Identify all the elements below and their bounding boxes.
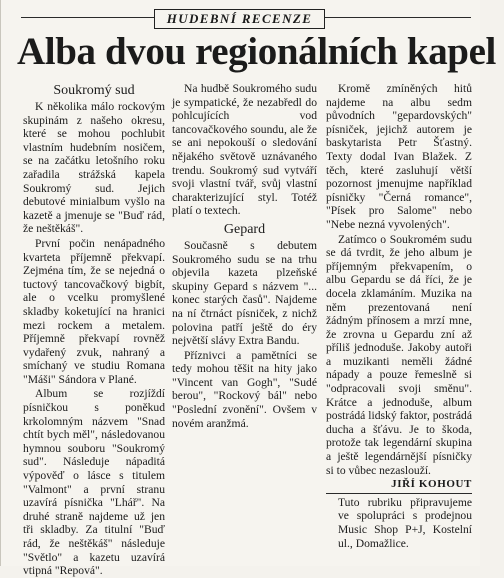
paragraph: K několika málo rockovým skupinám z našeho okresu, které se mohou pochlubit vlastním hudebním nosičem, se na začátku letošního roku zařadila strážská kapela Soukromý sud. Jejich debutové minialbum vyšlo na kazetě a jmenuje se "Buď rád, že neštěkáš".: [23, 100, 165, 236]
article-headline: Alba dvou regionálních kapel: [17, 30, 496, 73]
paragraph: První počin nenápadného kvarteta příjemně překvapí. Zejména tím, že se nejedná o tuctový tancovačkový bigbít, ale o vcelku promyšlené skladby koketující na hranici mezi rockem a metalem. Příjemně překvapí rovněž vydařený zvuk, nahraný a smíchaný ve studiu Romana "Máši" Sándora v Plané.: [23, 236, 165, 386]
paragraph: Album se rozjíždí písničkou s poněkud krkolomným názvem "Snad chtít bych měl", následovanou hymnou souboru "Soukromý sud". Následuje nápaditá výpověď o lásce s titulem "Valmont" a první stranu uzavírá písnička "Lhář". Na druhé straně najdeme už jen tři skladby. Za titulní "Buď rád, že neštěkáš" následuje "Světlo" a kazetu uzavírá vtipná "Repová".: [23, 387, 165, 578]
author-byline: JIŘÍ KOHOUT: [391, 478, 472, 491]
column-2: [172, 82, 317, 430]
paragraph: Zatímco o Soukromém sudu se dá tvrdit, že jeho album je příjemným překvapením, o albu Gepardu se dá říci, že je docela zklamáním. Muzika na něm prezentovaná není žádným přínosem a mrzí mne, že zrovna u Gepardu zní až příliš jednoduše. Jakoby autoři a muzikanti neměli žádné nápady a pouze řemeslně si "odpracovali svoji směnu". Krátce a jednoduše, album postrádá lidský faktor, postrádá ducha a šťávu. Je to škoda, protože tak legendární skupina a ještě legendárnější písničky si to vůbec nezaslouží.: [326, 232, 472, 477]
column-3: [326, 82, 472, 550]
column-1: [23, 82, 165, 578]
cropped-previous-text: [1, 0, 504, 8]
rubric-label: HUDEBNÍ RECENZE: [154, 9, 325, 29]
paragraph: Současně s debutem Soukromého sudu se na trhu objevila kazeta plzeňské skupiny Gepard s názvem "... konec starých časů". Najdeme na ní čtrnáct písniček, z nichž polovina patří ještě do éry největší slávy Extra Bandu.: [172, 238, 317, 348]
note-divider: [326, 493, 472, 494]
section-heading-gepard: Gepard: [223, 221, 266, 237]
sponsor-note: Tuto rubriku připravujeme ve spolupráci s prodejnou Music Shop P+J, Kostelní ul., Domažlice.: [338, 495, 472, 550]
paragraph: Na hudbě Soukromého sudu je sympatické, že nezabředl do pohlcujících vod tancovačkového soundu, ale že se ani nepokouší o sledování nějakého světově uznávaného trendu. Soukromý sud vytváří svoji vlastní tvář, svůj vlastní charakterizující styl. Totéž platí o textech.: [172, 82, 317, 218]
paragraph: Příznivci a pamětníci se tedy mohou těšit na hity jako "Vincent van Gogh", "Sudé berou", "Rockový bál" nebo "Poslední zvonění". Ovšem v novém aranžmá.: [172, 348, 317, 430]
section-heading-soukromy-sud: Soukromý sud: [53, 83, 135, 98]
paragraph: Kromě zmíněných hitů najdeme na albu sedm původních "gepardovských" písniček, jejichž autorem je baskytarista Petr Šťastný. Texty dodal Ivan Blažek. Z těch, které zasluhují větší pozornost jmenujme například písničky "Černá romance", "Písek pro Salome" nebo "Nebe nezná vyvolených".: [326, 82, 472, 231]
